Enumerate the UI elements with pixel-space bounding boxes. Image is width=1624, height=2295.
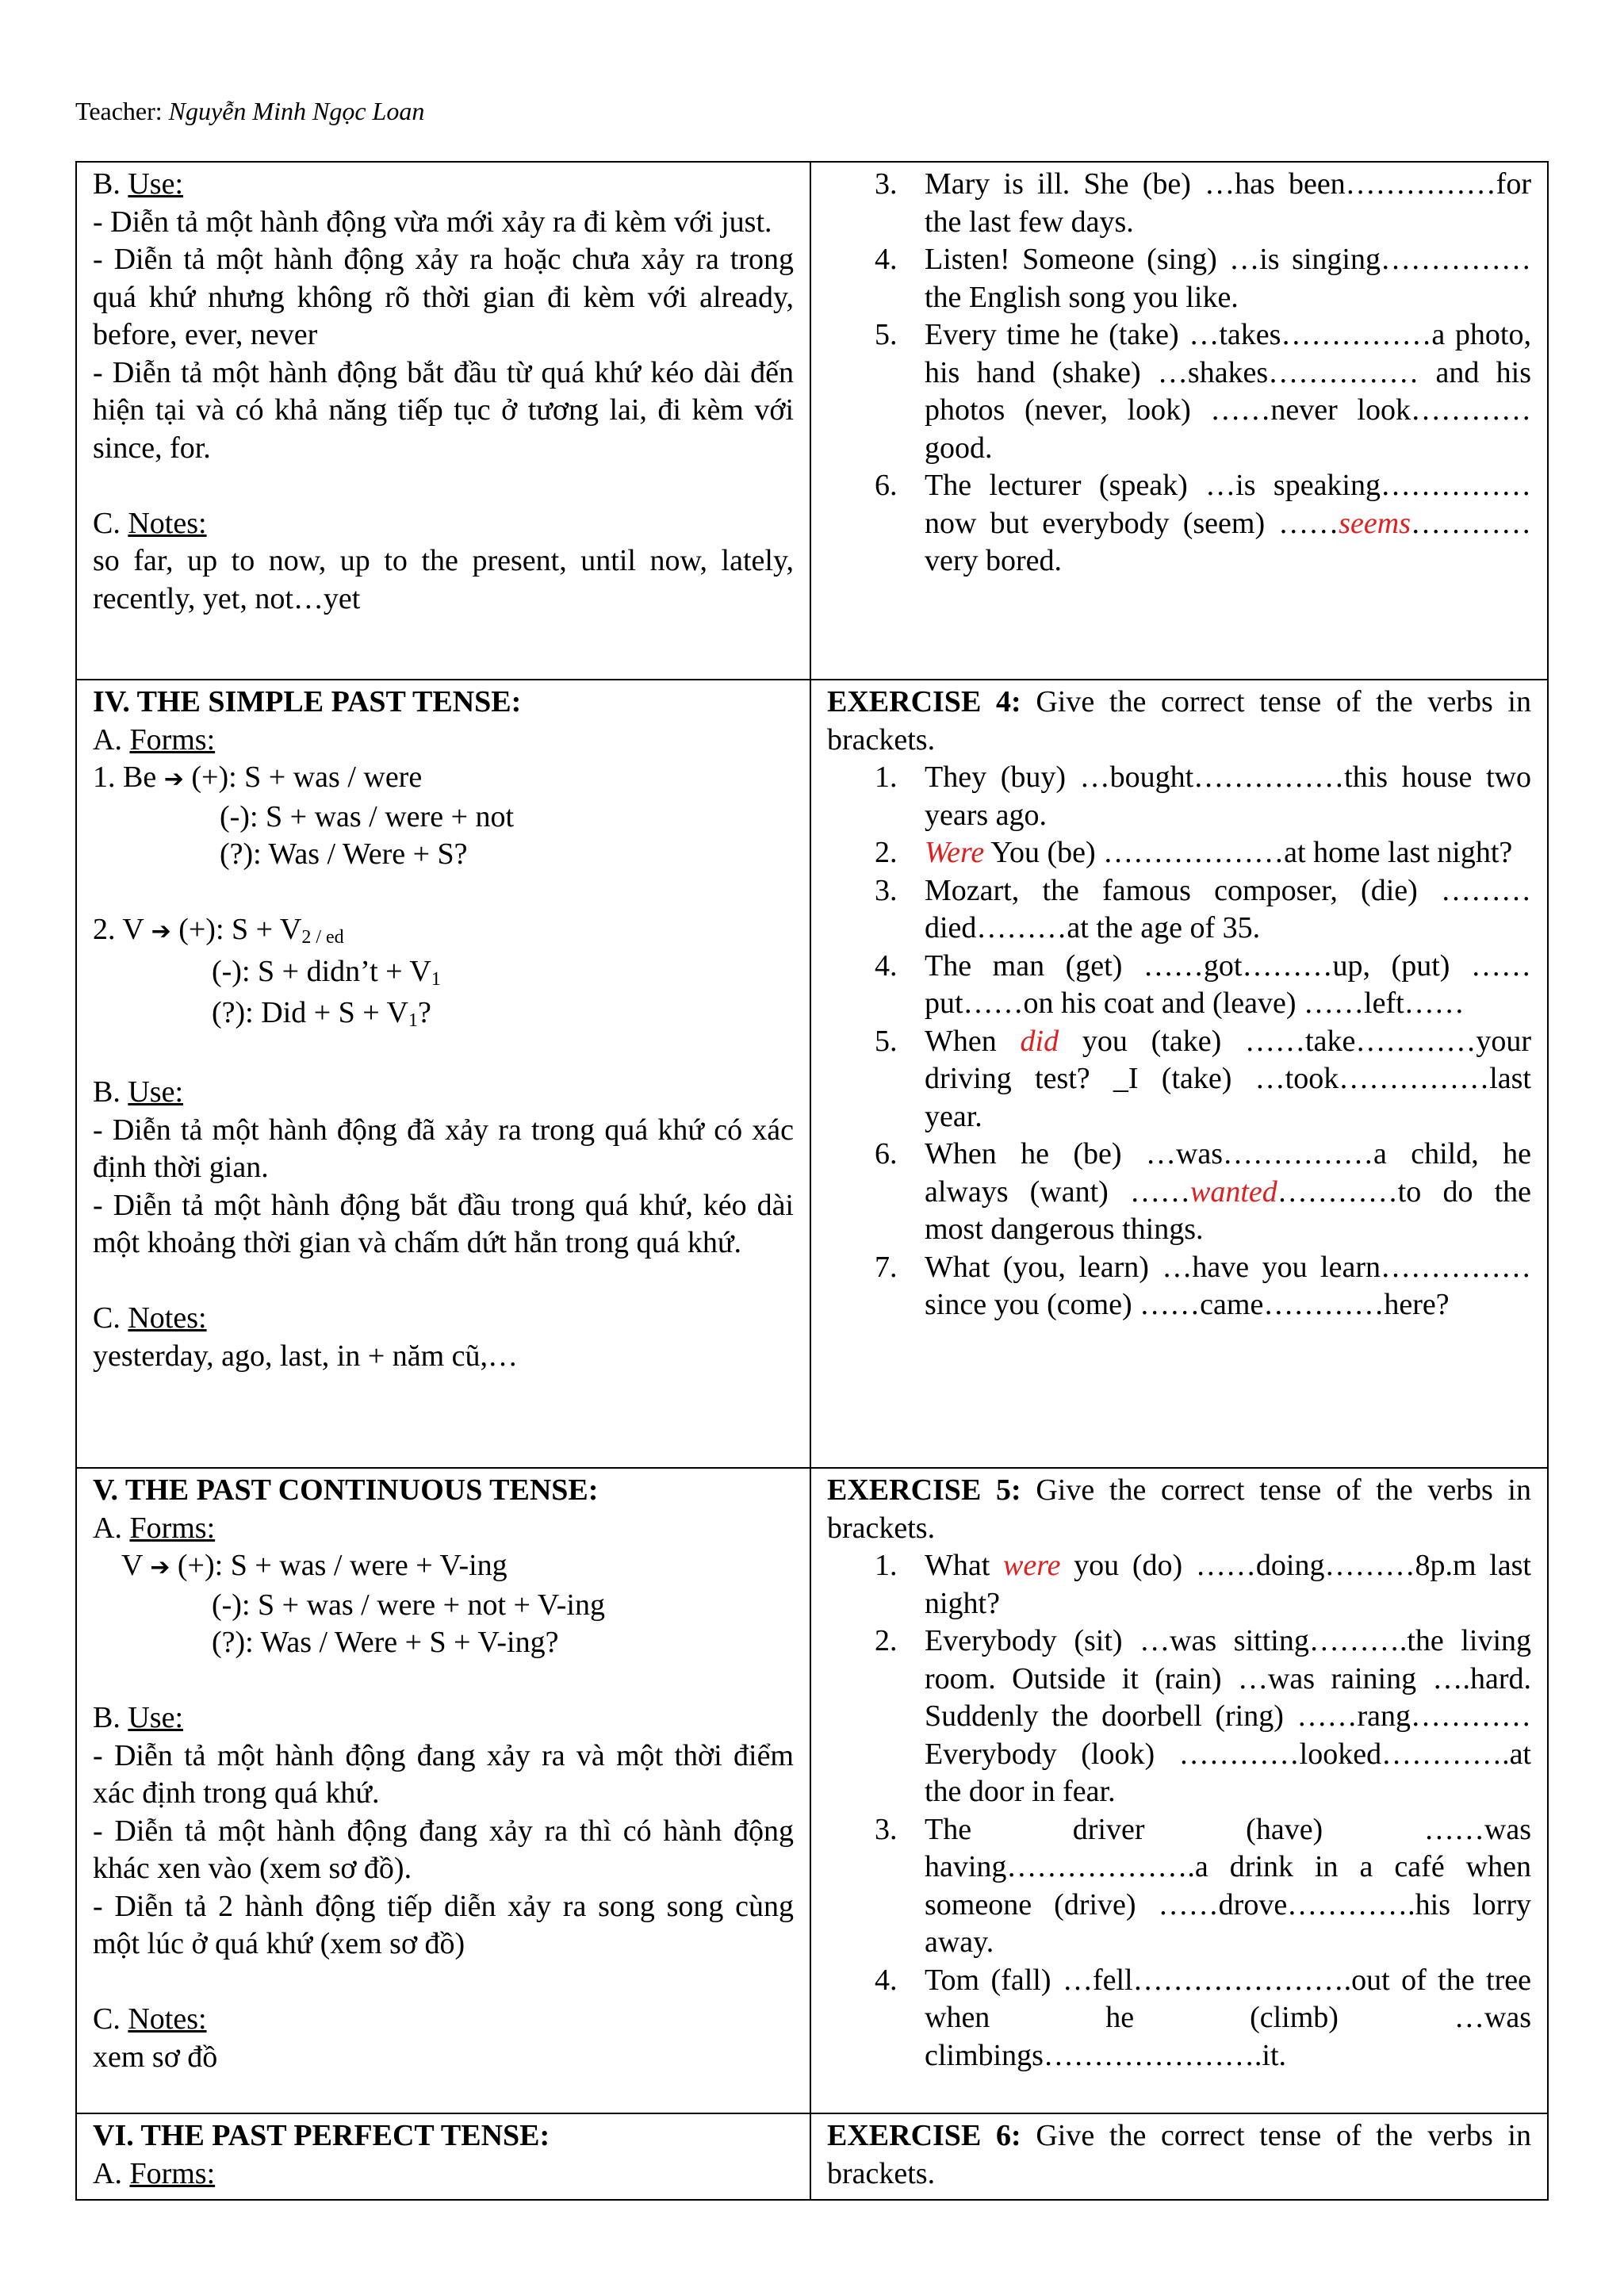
past-continuous-cell xyxy=(76,1468,810,2113)
table-row xyxy=(76,162,1548,680)
list-item: 3. Mary is ill. She (be) …has been……………for the last few days. xyxy=(875,167,1531,239)
answer-red: were xyxy=(1003,1549,1061,1582)
form-line: (?): Was / Were + S + V-ing? xyxy=(212,1626,559,1659)
list-item: 4. The man (get) ……got………up, (put) ……put……on his coat and (leave) ……left…… xyxy=(875,948,1531,1020)
grammar-exercise-table xyxy=(75,161,1549,2201)
form-line: V ➔ (+): S + was / were + V-ing xyxy=(121,1549,508,1582)
teacher-label: Teacher: xyxy=(75,97,163,125)
answer-red: did xyxy=(1020,1024,1059,1058)
form-line: 1. Be ➔ (+): S + was / were xyxy=(93,761,423,794)
answer-red: Were xyxy=(925,836,985,869)
list-item: 5. When did you (take) ……take…………your driving test? _I (take) …took……………last year. xyxy=(875,1024,1532,1133)
exercise-list xyxy=(827,759,1531,1324)
exercise-heading: EXERCISE 5: Give the correct tense of the verbs in brackets. xyxy=(827,1473,1531,1545)
use-line: - Diễn tả một hành động bắt đầu từ quá khứ kéo dài đến hiện tại và có khả năng tiếp tục ở tương lai, đi kèm với since, for. xyxy=(93,355,794,465)
list-item: 1. They (buy) …bought……………this house two years ago. xyxy=(875,761,1531,832)
use-heading: B. Use: xyxy=(93,167,184,201)
notes-text: so far, up to now, up to the present, until now, lately, recently, yet, not…yet xyxy=(93,544,794,615)
answer-red: seems xyxy=(1339,506,1411,540)
list-item: 3. The driver (have) ……was having……………….a drink in a café when someone (drive) ……drove………….his lorry away. xyxy=(875,1812,1531,1959)
use-line: - Diễn tả một hành động bắt đầu trong quá khứ, kéo dài một khoảng thời gian và chấm dứt hẳn trong quá khứ. xyxy=(93,1188,794,1259)
list-item: 2. Were You (be) ………………at home last night? xyxy=(875,836,1513,869)
form-line: (-): S + was / were + not xyxy=(220,799,515,833)
exercise-5-cell xyxy=(810,1468,1548,2113)
form-line: 2. V ➔ (+): $S + V_{2 / ed}$ xyxy=(93,913,344,948)
teacher-name: Nguyễn Minh Ngọc Loan xyxy=(168,97,425,125)
list-item: 3. Mozart, the famous composer, (die) ………died………at the age of 35. xyxy=(875,873,1531,944)
notes-heading: C. Notes: xyxy=(93,1301,207,1335)
exercise-4-cell xyxy=(810,680,1548,1468)
exercise-6-cell xyxy=(810,2113,1548,2200)
list-item: 7. What (you, learn) …have you learn……………since you (come) ……came…………here? xyxy=(875,1250,1531,1321)
list-item: 6. The lecturer (speak) …is speaking……………now but everybody (seem) ……seems…………very bored. xyxy=(875,469,1531,577)
list-item: 2. Everybody (sit) …was sitting……….the living room. Outside it (rain) …was raining ….hard. Suddenly the doorbell (ring) ……rang…………Everybody (look) …………looked………….at the door in fear. xyxy=(875,1624,1531,1808)
answer-red: wanted xyxy=(1189,1174,1277,1209)
notes-text: xem sơ đồ xyxy=(93,2040,218,2074)
notes-heading: C. Notes: xyxy=(93,506,207,540)
section-title: VI. THE PAST PERFECT TENSE: xyxy=(93,2119,550,2152)
page-header xyxy=(75,97,424,126)
list-item: 4. Listen! Someone (sing) …is singing……………the English song you like. xyxy=(875,243,1531,314)
section-title: IV. THE SIMPLE PAST TENSE: xyxy=(93,685,522,718)
arrow-right-icon: ➔ xyxy=(150,1554,170,1581)
forms-heading: A. Forms: xyxy=(93,1511,216,1545)
table-row xyxy=(76,680,1548,1468)
present-perfect-continued-cell xyxy=(76,162,810,680)
exercise-3-continued-cell xyxy=(810,162,1548,680)
use-line: - Diễn tả một hành động đang xảy ra và một thời điểm xác định trong quá khứ. xyxy=(93,1738,794,1810)
table-row xyxy=(76,1468,1548,2113)
list-item: 1. What were you (do) ……doing………8p.m last night? xyxy=(875,1549,1531,1620)
form-line: (-): S + didn’t + $V_1$ xyxy=(212,954,441,990)
past-perfect-cell xyxy=(76,2113,810,2200)
form-line: (?): Did + $S + V_1$? xyxy=(212,996,431,1031)
forms-heading: A. Forms: xyxy=(93,722,216,757)
exercise-list xyxy=(827,1547,1531,2075)
list-item: 5. Every time he (take) …takes……………a photo, his hand (shake) …shakes…………… and his photos (never, look) ……never look…………good. xyxy=(875,318,1531,465)
list-item: 4. Tom (fall) …fell………………….out of the tree when he (climb) …was climbings………………….it. xyxy=(875,1963,1531,2072)
forms-heading: A. Forms: xyxy=(93,2156,216,2190)
exercise-heading: EXERCISE 4: Give the correct tense of the verbs in brackets. xyxy=(827,685,1531,757)
use-line: - Diễn tả một hành động vừa mới xảy ra đi kèm với just. xyxy=(93,205,772,239)
arrow-right-icon: ➔ xyxy=(151,918,171,945)
use-line: - Diễn tả một hành động đã xảy ra trong quá khứ có xác định thời gian. xyxy=(93,1113,794,1184)
form-line: (-): S + was / were + not + V-ing xyxy=(212,1588,605,1622)
use-line: - Diễn tả một hành động xảy ra hoặc chưa xảy ra trong quá khứ nhưng không rõ thời gian đi kèm với already, before, ever, never xyxy=(93,243,794,351)
exercise-heading: EXERCISE 6: Give the correct tense of the verbs in brackets. xyxy=(827,2119,1531,2190)
list-item: 6. When he (be) …was……………a child, he always (want) ……wanted…………to do the most dangerous things. xyxy=(875,1137,1531,1246)
use-line: - Diễn tả một hành động đang xảy ra thì có hành động khác xen vào (xem sơ đồ). xyxy=(93,1814,794,1885)
use-heading: B. Use: xyxy=(93,1701,184,1734)
notes-heading: C. Notes: xyxy=(93,2002,207,2036)
notes-text: yesterday, ago, last, in + năm cũ,… xyxy=(93,1339,519,1373)
use-line: - Diễn tả 2 hành động tiếp diễn xảy ra song song cùng một lúc ở quá khứ (xem sơ đồ) xyxy=(93,1889,794,1960)
arrow-right-icon: ➔ xyxy=(163,765,184,793)
exercise-list xyxy=(827,166,1531,580)
section-title: V. THE PAST CONTINUOUS TENSE: xyxy=(93,1473,599,1507)
use-heading: B. Use: xyxy=(93,1075,184,1109)
table-row xyxy=(76,2113,1548,2200)
simple-past-cell xyxy=(76,680,810,1468)
form-line: (?): Was / Were + S? xyxy=(220,837,468,871)
